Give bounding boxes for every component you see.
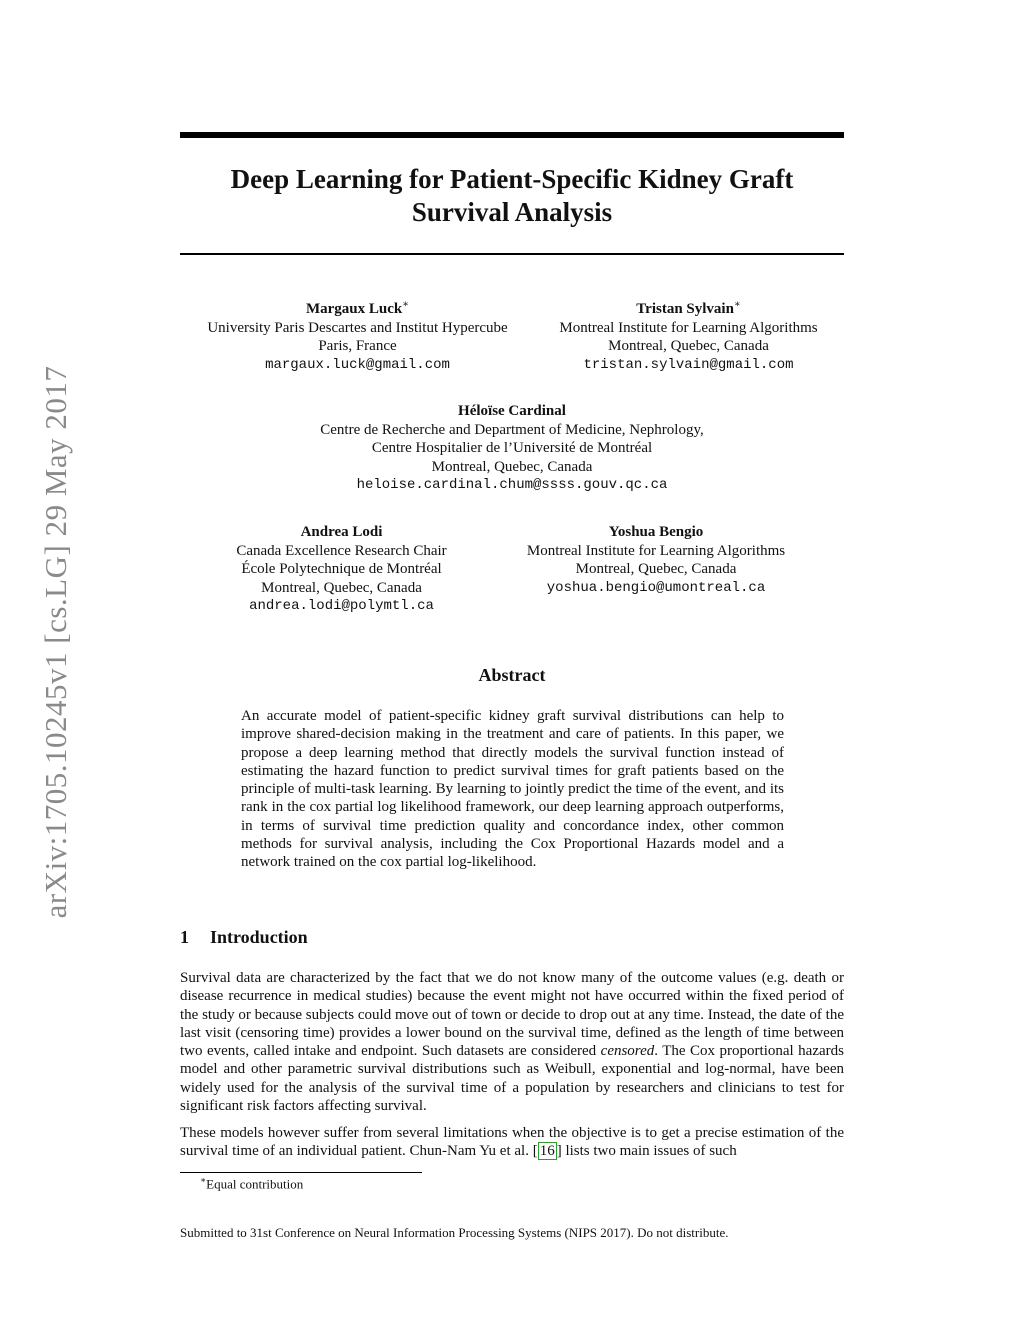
footnote-text: Equal contribution — [206, 1176, 304, 1192]
author-email: tristan.sylvain@gmail.com — [583, 356, 794, 373]
author-name: Héloïse Cardinal — [458, 403, 566, 419]
author-name: Yoshua Bengio — [608, 524, 704, 540]
author-affiliation: Centre Hospitalier de l’Université de Montréal — [371, 440, 653, 456]
author-location: Paris, France — [318, 338, 397, 354]
submission-footer: Submitted to 31st Conference on Neural Information Processing Systems (NIPS 2017). Do not distribute. — [180, 1225, 729, 1240]
intro-paragraph-1 — [180, 969, 844, 1115]
author-location: Montreal, Quebec, Canada — [608, 338, 769, 354]
author-name: Andrea Lodi — [300, 524, 383, 540]
footnote-rule — [180, 1172, 422, 1173]
author-block — [180, 300, 535, 374]
author-email: yoshua.bengio@umontreal.ca — [546, 579, 766, 596]
abstract-text: An accurate model of patient-specific kidney graft survival distributions can help to improve shared-decision making in the treatment and care of patients. In this paper, we propose a deep learning method that directly models the survival function instead of estimating the hazard function to predict survival times for graft patients based on the principle of multi-task learning. By learning to jointly predict the time of the event, and its rank in the cox partial log likelihood framework, our deep learning approach outperforms, in terms of survival time prediction quality and concordance index, other common methods for survival analysis, including the Cox Proportional Hazards model and a network trained on the cox partial log-likelihood. — [241, 708, 784, 871]
title-top-rule — [180, 132, 844, 138]
author-location: Montreal, Quebec, Canada — [575, 561, 737, 577]
footnote — [200, 1175, 303, 1192]
paragraph-text: These models however suffer from several limitations when the objective is to get a precise estimation of the survival time of an individual patient. Chun-Nam Yu et al. [ — [180, 1125, 844, 1160]
paper-title — [180, 163, 844, 229]
author-location: Montreal, Quebec, Canada — [261, 579, 422, 596]
paragraph-text: Survival data are characterized by the fact that we do not know many of the outcome values (e.g. death or disease recurrence in medical studies) because the event might not have occurred within the fixed period of the study or because subjects could move out of town or decide to drop out at any time. Instead, the date of the last visit (censoring time) provides a lower bound on the survival time, defined as the length of time between two events, called intake and endpoint. Such datasets are considered — [180, 970, 844, 1060]
abstract-heading: Abstract — [478, 665, 546, 685]
author-email: margaux.luck@gmail.com — [265, 356, 450, 373]
paragraph-text: ] lists two main issues of such — [556, 1143, 737, 1160]
equal-contribution-mark: ∗ — [733, 299, 741, 310]
citation-link[interactable]: 16 — [539, 1143, 555, 1160]
author-block — [200, 523, 483, 616]
author-affiliation: École Polytechnique de Montréal — [241, 561, 442, 577]
author-affiliation: Centre de Recherche and Department of Medicine, Nephrology, — [320, 421, 704, 438]
author-affiliation: Canada Excellence Research Chair — [236, 542, 447, 559]
author-location: Montreal, Quebec, Canada — [431, 458, 593, 475]
title-line-1: Deep Learning for Patient-Specific Kidney Graft — [230, 164, 794, 194]
author-email: andrea.lodi@polymtl.ca — [249, 598, 434, 614]
arxiv-identifier-stamp: arXiv:1705.10245v1 [cs.LG] 29 May 2017 — [38, 365, 73, 919]
section-number: 1 — [180, 927, 189, 947]
author-email: heloise.cardinal.chum@ssss.gouv.qc.ca — [356, 477, 668, 493]
emphasized-term: censored — [600, 1043, 655, 1060]
author-affiliation: Montreal Institute for Learning Algorithms — [526, 542, 786, 559]
equal-contribution-mark: ∗ — [402, 299, 410, 310]
title-line-2: Survival Analysis — [411, 197, 613, 227]
author-name: Tristan Sylvain — [636, 301, 734, 317]
footnote-mark: ∗ — [200, 1175, 207, 1185]
intro-paragraph-2 — [180, 1124, 844, 1161]
author-affiliation: University Paris Descartes and Institut Hypercube — [207, 319, 508, 336]
author-block — [497, 523, 815, 597]
paragraph-text: . The Cox proportional hazards model and other parametric survival distributions such as Weibull, exponential and log-normal, have been widely used for the analysis of the survival time of a population by researchers and clinicians to test for significant risk factors affecting survival. — [180, 1043, 844, 1115]
section-heading — [180, 927, 308, 948]
title-bottom-rule — [180, 253, 844, 255]
author-name: Margaux Luck — [305, 301, 403, 317]
author-block — [527, 300, 850, 374]
section-title: Introduction — [210, 927, 308, 947]
author-block — [250, 402, 774, 495]
author-affiliation: Montreal Institute for Learning Algorithms — [559, 319, 818, 336]
